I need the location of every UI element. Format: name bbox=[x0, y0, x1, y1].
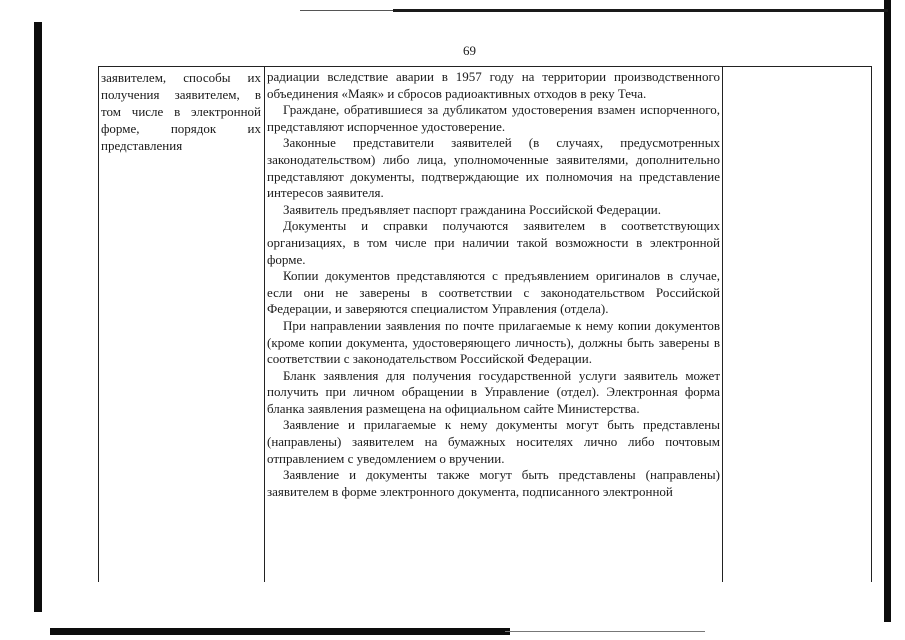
paragraph: Заявление и прилагаемые к нему документы могут быть представлены (направлены) заявителем на бумажных носителях лично либо почтовым отправлением с уведомлением о вручении. bbox=[267, 417, 720, 466]
table-column-divider-1 bbox=[264, 66, 265, 582]
table-column-divider-2 bbox=[722, 66, 723, 582]
table-cell-content bbox=[267, 69, 720, 500]
table-border-right bbox=[871, 66, 872, 582]
paragraph: радиации вследствие аварии в 1957 году на территории производственного объединения «Маяк» и сбросов радиоактивных отходов в реку Теча. bbox=[267, 69, 720, 101]
paragraph: Бланк заявления для получения государственной услуги заявитель может получить при личном обращении в Управление (отдел). Электронная форма бланка заявления размещена на официальном сайте Министерства. bbox=[267, 367, 720, 416]
scan-edge-bottom-thin bbox=[505, 631, 705, 632]
label-line: том числе в электронной bbox=[101, 104, 261, 119]
label-line: представления bbox=[101, 138, 183, 153]
paragraph: Граждане, обратившиеся за дубликатом удостоверения взамен испорченного, представляют испорченное удостоверение. bbox=[267, 102, 720, 134]
paragraph: При направлении заявления по почте прилагаемые к нему копии документов (кроме копии документа, удостоверяющего личность), должны быть заверены в соответствии с законодательством Российской Федерации. bbox=[267, 317, 720, 367]
paragraph: Копии документов представляются с предъявлением оригиналов в случае, если они не заверены в соответствии с законодательством Российской Федерации, и заверяются специалистом Управления (отдела). bbox=[267, 268, 720, 317]
paragraph: Законные представители заявителей (в случаях, предусмотренных законодательством) либо лица, уполномоченные заявителями, дополнительно представляют документы, подтверждающие их полномочия на представление интересов заявителя. bbox=[267, 135, 720, 201]
label-line: заявителем, способы их bbox=[101, 70, 261, 85]
table-cell-label bbox=[101, 69, 261, 154]
paragraph: Документы и справки получаются заявителем в соответствующих организациях, в том числе при наличии такой возможности в электронной форме. bbox=[267, 218, 720, 267]
page-number: 69 bbox=[463, 43, 476, 58]
table-top-border bbox=[98, 66, 872, 67]
scan-edge-top bbox=[393, 9, 888, 12]
label-line: форме, порядок их bbox=[101, 121, 261, 136]
table-border-left bbox=[98, 66, 99, 582]
scan-edge-left bbox=[34, 22, 42, 612]
paragraph: Заявитель предъявляет паспорт гражданина Российской Федерации. bbox=[283, 201, 662, 217]
scan-edge-top-thin bbox=[300, 10, 395, 11]
label-line: получения заявителем, в bbox=[101, 87, 261, 102]
scan-edge-bottom bbox=[50, 628, 510, 635]
scan-edge-right bbox=[884, 0, 891, 622]
paragraph: Заявление и документы также могут быть представлены (направлены) заявителем в форме электронного документа, подписанного электронной bbox=[267, 467, 720, 499]
